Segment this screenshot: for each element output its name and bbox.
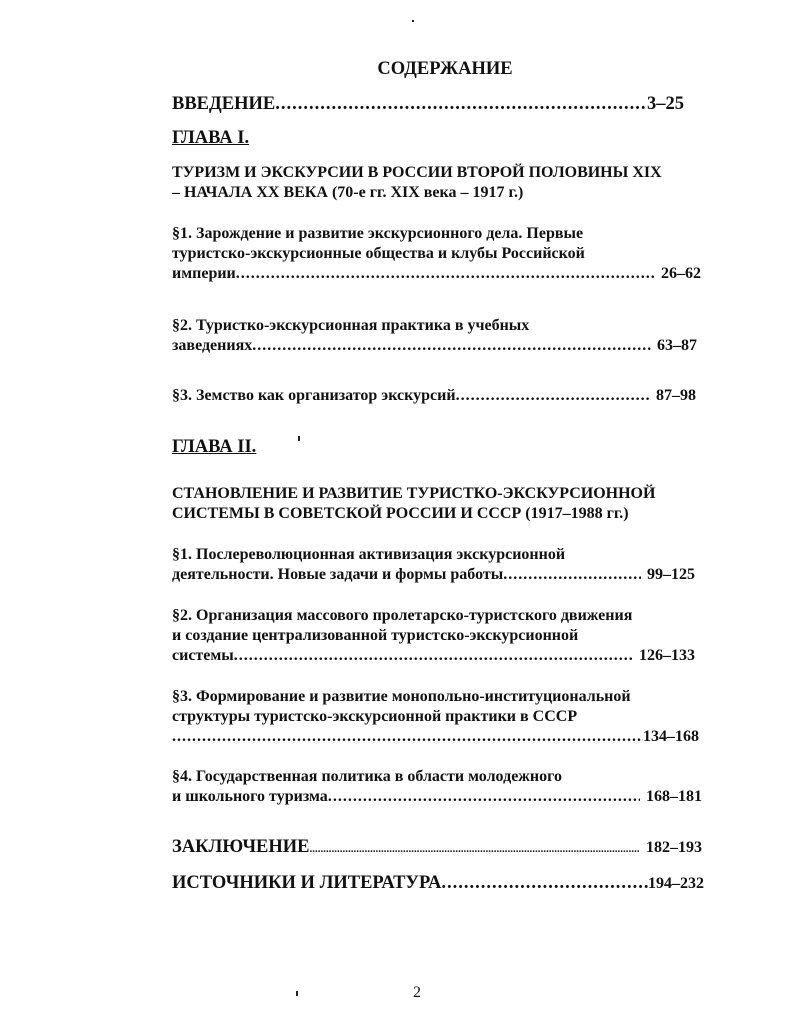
dot-leader bbox=[172, 727, 643, 747]
toc-pages: 126–133 bbox=[639, 647, 695, 664]
ch2-s2-line-1: §2. Организация массового пролетарско-туристского движения bbox=[172, 607, 633, 624]
ch1-s1-line-1: §1. Зарождение и развитие экскурсионного дела. Первые bbox=[172, 225, 584, 242]
toc-pages: 194–232 bbox=[648, 875, 704, 892]
toc-label: системы bbox=[172, 647, 234, 664]
ch2-s4-line-1: §4. Государственная политика в области молодежного bbox=[172, 768, 562, 785]
ch2-s1-line-1: §1. Послереволюционная активизация экскурсионной bbox=[172, 546, 566, 563]
chapter-2-title-line-1: СТАНОВЛЕНИЕ И РАЗВИТИЕ ТУРИСТКО-ЭКСКУРСИОННОЙ bbox=[172, 485, 656, 502]
scan-speck bbox=[412, 20, 414, 22]
toc-pages: 87–98 bbox=[656, 387, 696, 404]
dot-leader bbox=[252, 336, 651, 356]
scan-speck bbox=[296, 991, 298, 996]
toc-label: ИСТОЧНИКИ И ЛИТЕРАТУРА bbox=[172, 873, 442, 893]
toc-entry-ch2-s3[interactable] bbox=[172, 727, 699, 747]
toc-pages: 182–193 bbox=[646, 839, 702, 856]
dot-leader bbox=[456, 386, 650, 406]
toc-entry-conclusion[interactable] bbox=[172, 837, 702, 859]
page-title: СОДЕРЖАНИЕ bbox=[377, 59, 513, 79]
toc-label: империи bbox=[172, 265, 236, 282]
chapter-1-title-line-1: ТУРИЗМ И ЭКСКУРСИИ В РОССИИ ВТОРОЙ ПОЛОВИНЫ XIX bbox=[172, 164, 662, 181]
toc-entry-ch1-s2[interactable] bbox=[172, 336, 697, 356]
toc-entry-ch1-s3[interactable] bbox=[172, 386, 696, 406]
toc-label: деятельности. Новые задачи и формы работы bbox=[172, 566, 504, 583]
chapter-1-title-line-2: – НАЧАЛА XX ВЕКА (70-е гг. XIX века – 1917 г.) bbox=[172, 184, 524, 201]
dot-leader bbox=[503, 565, 641, 585]
dot-leader bbox=[310, 839, 641, 859]
toc-entry-ch2-s1[interactable] bbox=[172, 565, 695, 585]
chapter-1-heading: ГЛАВА I. bbox=[172, 128, 250, 148]
page-number: 2 bbox=[413, 984, 421, 1001]
ch1-s1-line-2: туристско-экскурсионные общества и клубы Российской bbox=[172, 245, 585, 262]
dot-leader bbox=[234, 646, 633, 666]
scan-speck bbox=[298, 436, 300, 441]
toc-entry-ch1-s1[interactable] bbox=[172, 264, 701, 284]
dot-leader bbox=[236, 264, 655, 284]
dot-leader bbox=[441, 873, 648, 893]
toc-label: заведениях bbox=[172, 337, 253, 354]
chapter-2-title-line-2: СИСТЕМЫ В СОВЕТСКОЙ РОССИИ И СССР (1917–1988 гг.) bbox=[172, 505, 629, 522]
dot-leader bbox=[328, 787, 640, 807]
toc-entry-intro[interactable] bbox=[172, 94, 684, 114]
toc-entry-ch2-s4[interactable] bbox=[172, 787, 702, 807]
toc-label: ЗАКЛЮЧЕНИЕ bbox=[172, 837, 310, 857]
toc-label: §3. Земство как организатор экскурсий bbox=[172, 387, 456, 404]
dot-leader bbox=[275, 94, 647, 114]
toc-label: ВВЕДЕНИЕ bbox=[172, 94, 276, 114]
ch2-s3-line-2: структуры туристско-экскурсионной практики в СССР bbox=[172, 708, 578, 725]
ch1-s2-line-1: §2. Туристко-экскурсионная практика в учебных bbox=[172, 317, 530, 334]
chapter-2-heading: ГЛАВА II. bbox=[172, 437, 257, 457]
ch2-s3-line-1: §3. Формирование и развитие монопольно-институциональной bbox=[172, 688, 631, 705]
ch2-s2-line-2: и создание централизованной туристско-экскурсионной bbox=[172, 627, 579, 644]
toc-pages: 168–181 bbox=[646, 788, 702, 805]
toc-pages: 134–168 bbox=[643, 728, 699, 745]
toc-pages: 26–62 bbox=[661, 265, 701, 282]
toc-label: и школьного туризма bbox=[172, 788, 328, 805]
toc-pages: 99–125 bbox=[647, 566, 695, 583]
toc-entry-ch2-s2[interactable] bbox=[172, 646, 695, 666]
toc-entry-sources[interactable] bbox=[172, 873, 704, 894]
toc-pages: 3–25 bbox=[647, 94, 684, 114]
toc-pages: 63–87 bbox=[657, 337, 697, 354]
